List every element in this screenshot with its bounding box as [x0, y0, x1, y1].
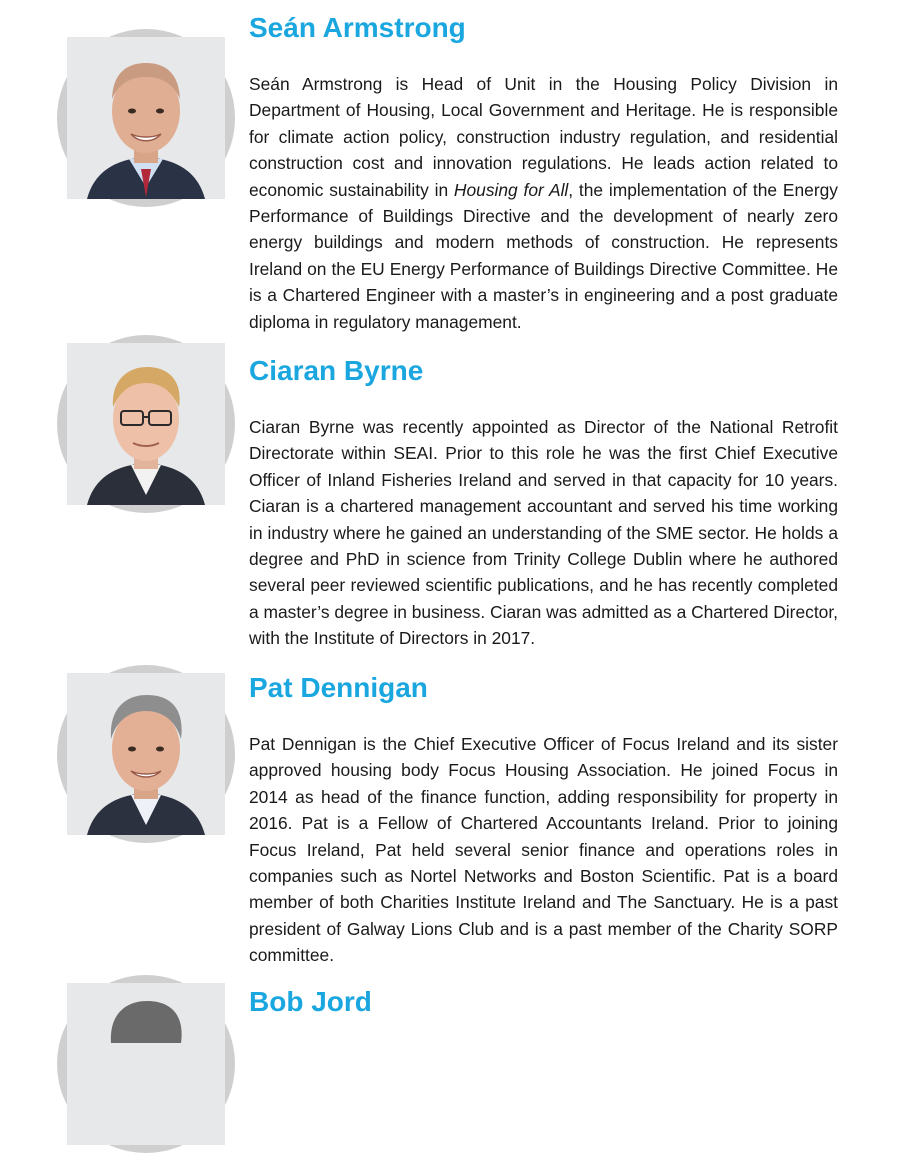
bio-text: Seán Armstrong is Head of Unit in the Housing Policy Division in Department of Housing, Local Government and Heritage. He is responsible for climate action policy, construction industry regulation, and residential construction cost and innovation regulations. He leads action related to economic sustainability in	[249, 74, 838, 200]
portrait-illustration	[67, 37, 225, 199]
portrait-photo	[57, 975, 235, 1153]
portrait-illustration	[67, 983, 225, 1145]
bio-italic-title: Housing for All	[453, 179, 569, 200]
person-bio: Pat Dennigan is the Chief Executive Officer of Focus Ireland and its sister approved housing body Focus Housing Association. He joined Focus in 2014 as head of the finance function, adding responsibility for property in 2016. Pat is a Fellow of Chartered Accountants Ireland. Prior to joining Focus Ireland, Pat held several senior finance and operations roles in companies such as Nortel Networks and Boston Scientific. Pat is a board member of both Charities Institute Ireland and The Sanctuary. He is a past president of Galway Lions Club and is a past member of the Charity SORP committee.	[249, 734, 838, 966]
portrait-photo	[57, 335, 235, 513]
portrait-photo	[57, 665, 235, 843]
portrait-illustration	[67, 673, 225, 835]
person-name: Bob Jord	[249, 986, 372, 1017]
person-bio: Ciaran Byrne was recently appointed as Director of the National Retrofit Directorate within SEAI. Prior to this role he was the first Chief Executive Officer of Inland Fisheries Ireland and served in that capacity for 10 years. Ciaran is a chartered management accountant and served his time working in industry where he gained an understanding of the SME sector. He holds a degree and PhD in science from Trinity College Dublin where he authored several peer reviewed scientific publications, and he has recently completed a master’s degree in business. Ciaran was admitted as a Chartered Director, with the Institute of Directors in 2017.	[249, 417, 838, 649]
portrait-illustration	[67, 343, 225, 505]
person-name: Seán Armstrong	[249, 12, 466, 43]
person-name: Pat Dennigan	[249, 672, 428, 703]
person-name: Ciaran Byrne	[249, 355, 424, 386]
portrait-photo	[57, 29, 235, 207]
person-bio	[249, 71, 838, 335]
bio-text-continued: , the implementation of the Energy Performance of Buildings Directive and the development of nearly zero energy buildings and modern methods of construction. He represents Ireland on the EU Energy Performance of Buildings Directive Committee. He is a Chartered Engineer with a master’s in engineering and a post graduate diploma in regulatory management.	[249, 179, 838, 332]
